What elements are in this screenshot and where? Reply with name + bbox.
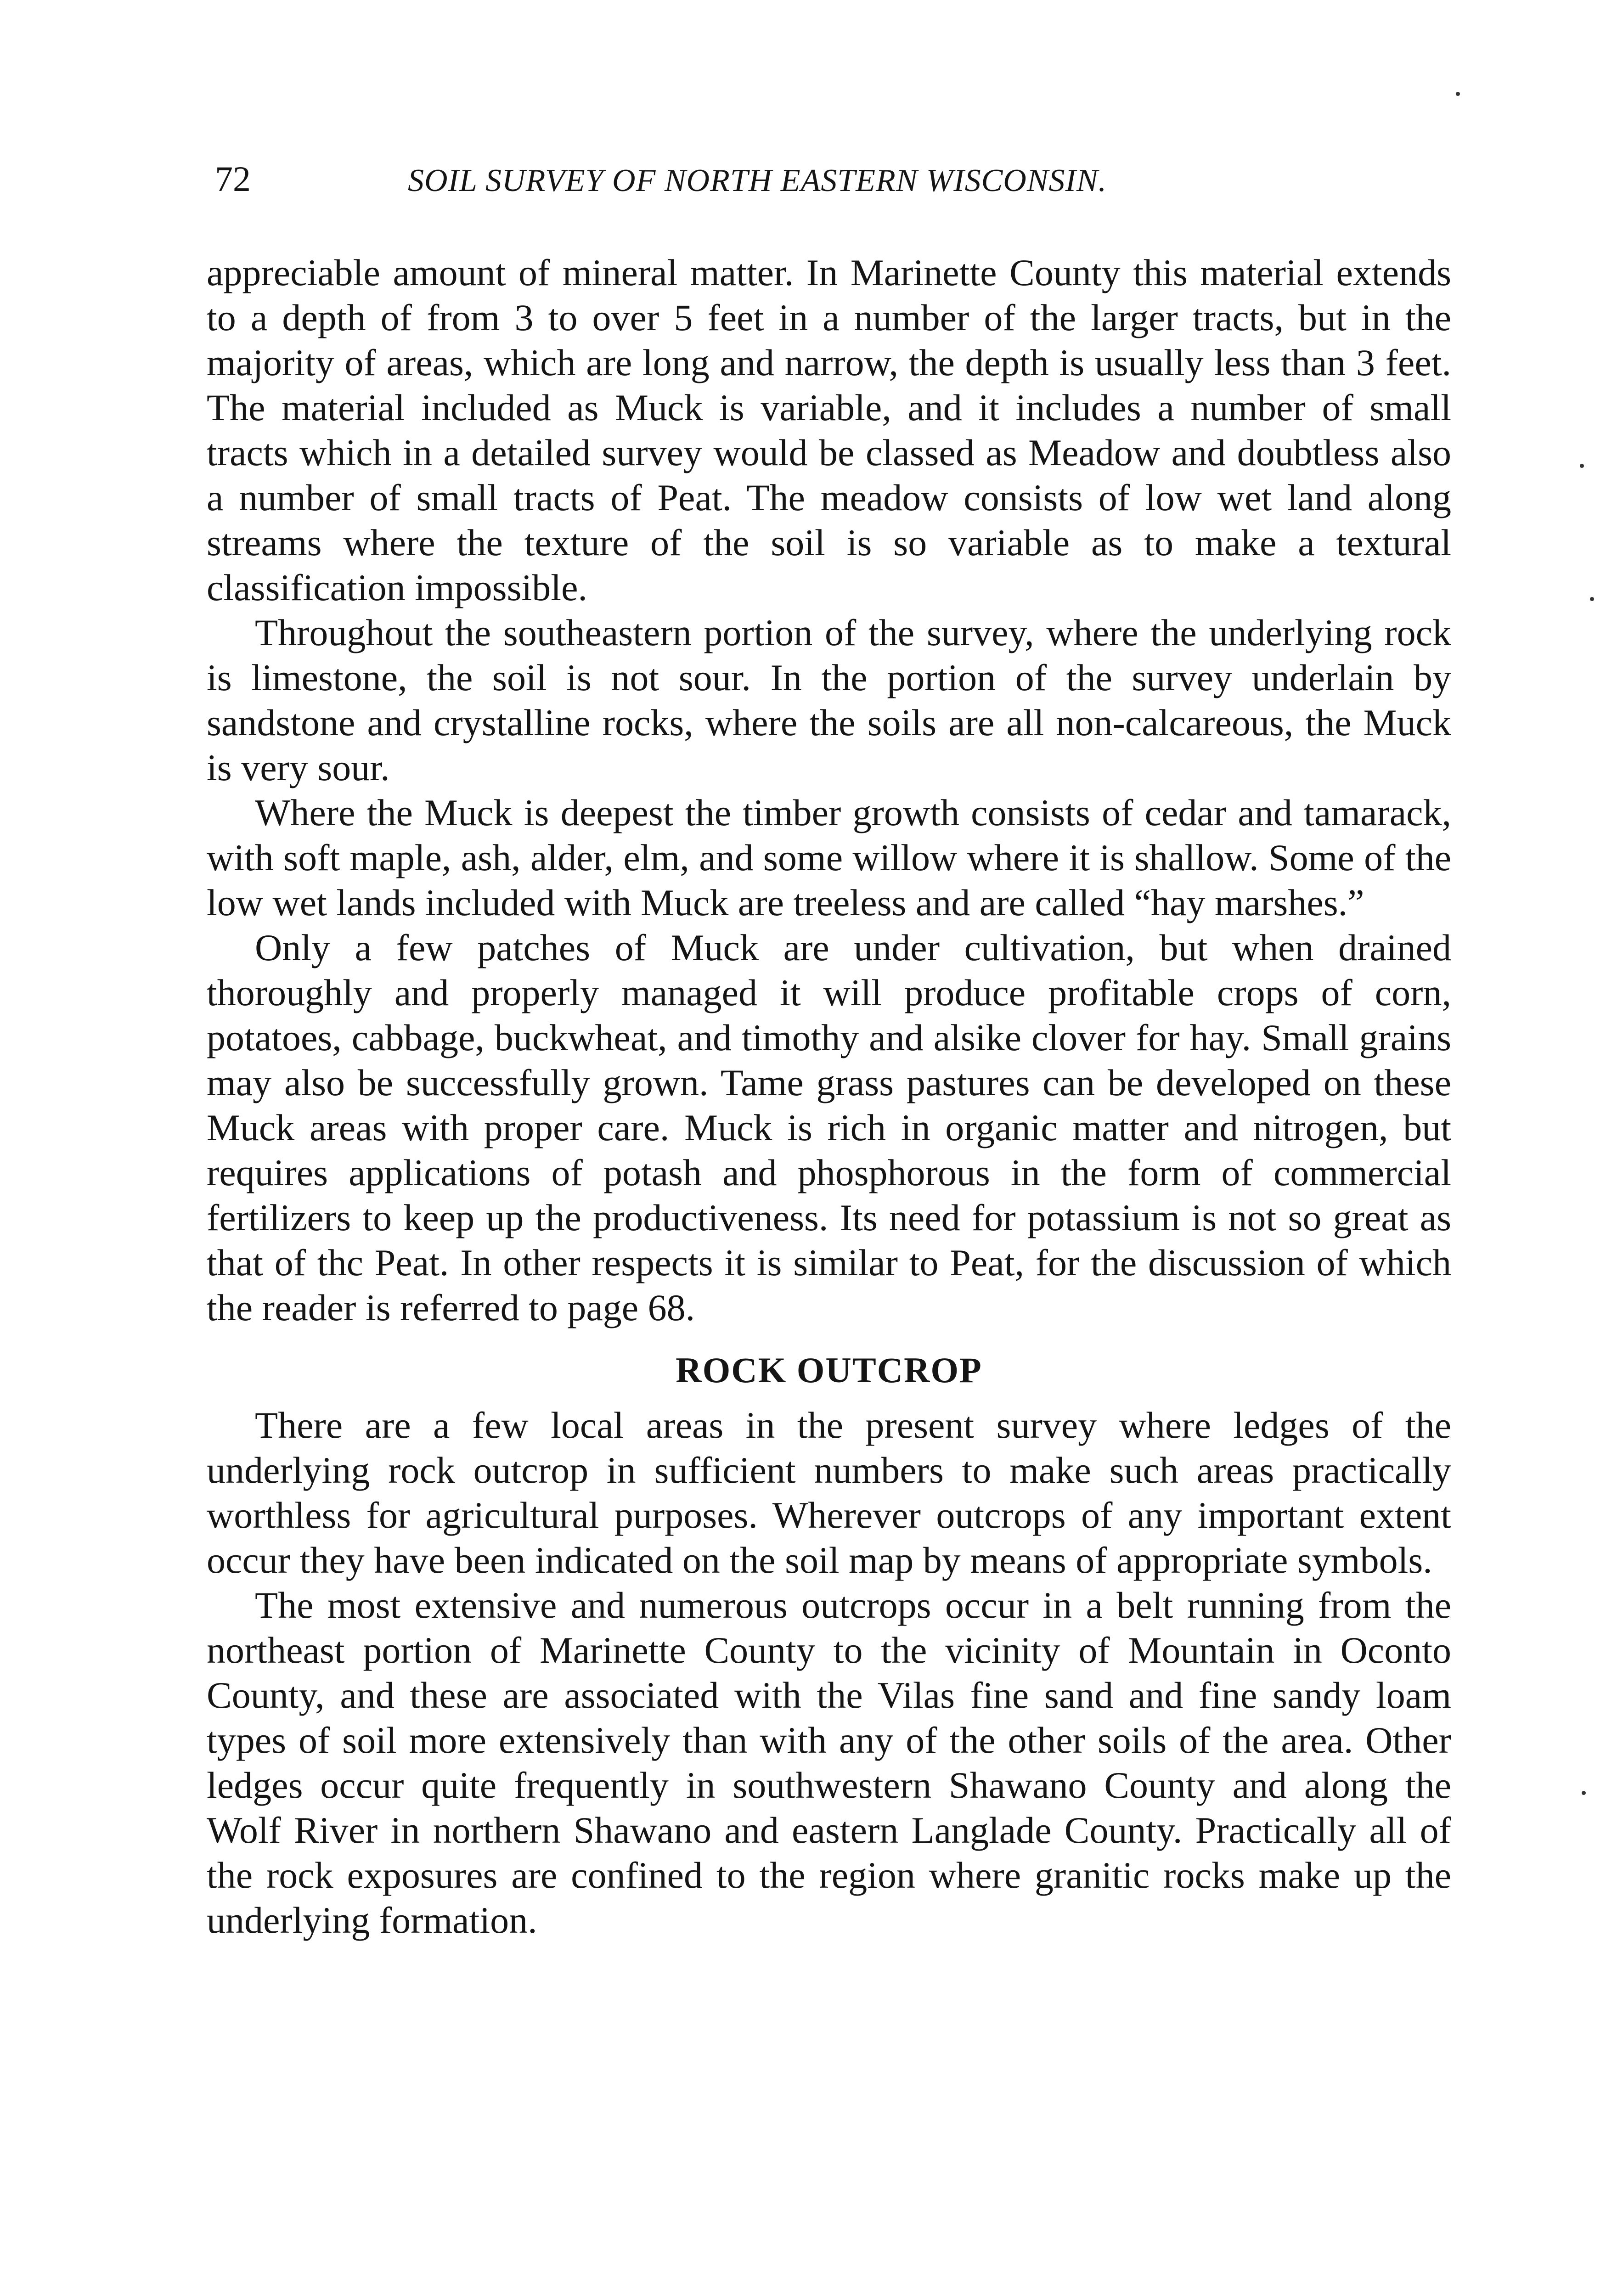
running-title: SOIL SURVEY OF NORTH EASTERN WISCONSIN. — [408, 163, 1107, 198]
paragraph-muck-timber: Where the Muck is deepest the timber growth consists of cedar and tamarack, with soft maple, ash, alder, elm, and some willow where it is shallow. Some of the low wet lands included with Muck are treeless and are called “hay marshes.” — [207, 792, 1451, 923]
scan-speck — [1580, 464, 1584, 468]
scan-speck — [1590, 597, 1594, 601]
paragraph-muck-cultivation: Only a few patches of Muck are under cultivation, but when drained thoroughly and properly managed it will produce profitable crops of corn, potatoes, cabbage, buckwheat, and timothy and alsike clover for hay. Small grains may also be successfully grown. Tame grass pastures can be developed on these Muck areas with proper care. Muck is rich in organic matter and nitrogen, but requires applications of potash and phosphorous in the form of commercial fertilizers to keep up the productiveness. Its need for potassium is not so great as that of thc Peat. In other respects it is similar to Peat, for the discussion of which the reader is referred to page 68. — [207, 927, 1451, 1328]
page-number: 72 — [215, 159, 251, 199]
paragraph-muck-continued: appreciable amount of mineral matter. In Marinette County this material extends to a depth of from 3 to over 5 feet in a number of the larger tracts, but in the majority of areas, which are long and narrow, the depth is usually less than 3 feet. The material included as Muck is variable, and it includes a number of small tracts which in a detailed survey would be classed as Meadow and doubtless also a number of small tracts of Peat. The meadow consists of low wet land along streams where the texture of the soil is so variable as to make a textural classification impossible. — [207, 252, 1451, 608]
body-text — [207, 250, 1451, 1943]
scan-speck — [1582, 1791, 1586, 1795]
paragraph-rock-outcrop-intro: There are a few local areas in the present survey where ledges of the underlying rock outcrop in sufficient numbers to make such areas practically worthless for agricultural purposes. Wherever outcrops of any important extent occur they have been indicated on the soil map by means of appropriate symbols. — [207, 1404, 1451, 1581]
page-header — [215, 156, 1455, 207]
scan-speck — [1456, 92, 1460, 96]
paragraph-muck-acidity: Throughout the southeastern portion of the survey, where the underlying rock is limestone, the soil is not sour. In the portion of the survey underlain by sandstone and crystalline rocks, where the soils are all non-calcareous, the Muck is very sour. — [207, 612, 1451, 788]
section-heading-rock-outcrop: ROCK OUTCROP — [676, 1350, 982, 1390]
paragraph-rock-outcrop-distribution: The most extensive and numerous outcrops occur in a belt running from the northeast portion of Marinette County to the vicinity of Mountain in Oconto County, and these are associated with the Vilas fine sand and fine sandy loam types of soil more extensively than with any of the other soils of the area. Other ledges occur quite frequently in southwestern Shawano County and along the Wolf River in northern Shawano and eastern Langlade County. Practically all of the rock exposures are confined to the region where granitic rocks make up the underlying formation. — [207, 1584, 1451, 1941]
